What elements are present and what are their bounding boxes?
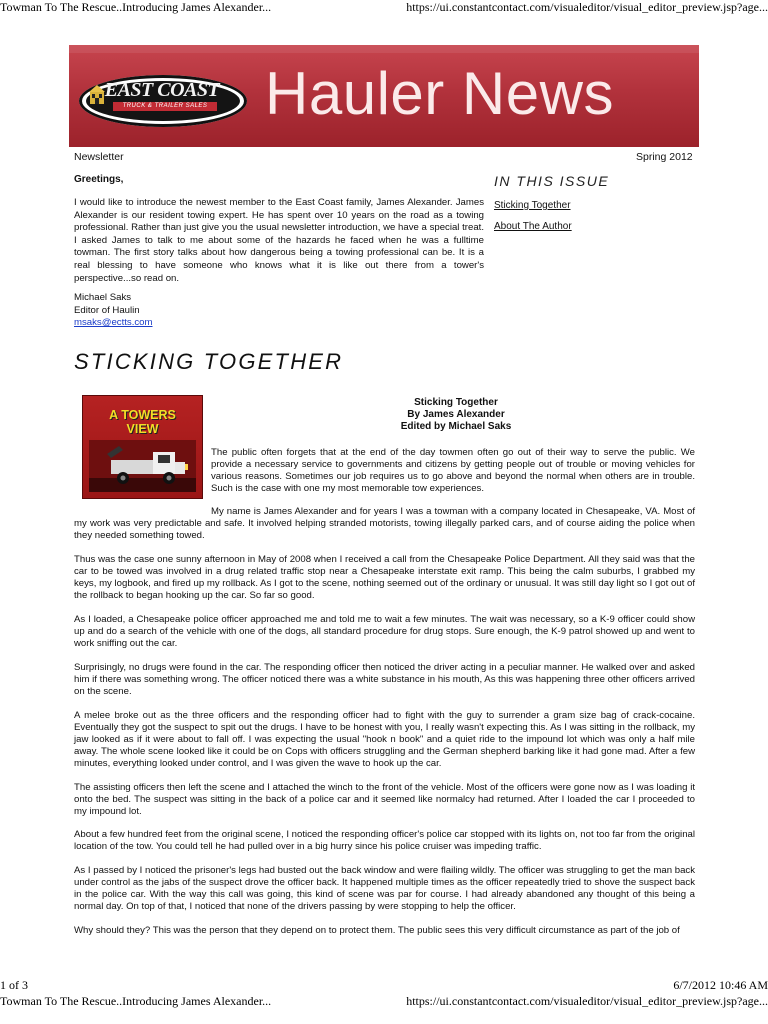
towers-view-image [82,395,203,499]
intro-paragraph: I would like to introduce the newest member to the East Coast family, James Alexander. James Alexander is our resident towing expert. He has spent over 10 years on the road as a towing professional. Rather than just give you the usual newsletter introduction, we have a special treat. I asked James to talk to me about some of the hazards he faced when he was a fulltime towman. The first story talks about how dangerous being a towing professional can be. It is a real blessing to have someone who knows what it is like out there from a tower's perspective...so read on. [74,197,484,284]
greeting: Greetings, [74,174,124,185]
east-coast-logo [79,75,247,127]
in-this-issue-heading: IN THIS ISSUE [494,173,610,189]
newsletter-banner [69,45,699,147]
towers-caption-line-2: VIEW [126,422,159,436]
article-paragraph: Thus was the case one sunny afternoon in May of 2008 when I received a call from the Chesapeake Police Department. All they said was that the car to be towed was involved in a drug related traffic stop near a Chesapeake interstate exit ramp. This being the calm suburbs, I grabbed my keys, my logbook, and fired up my rollback. As I got to the scene, nothing seemed out of the ordinary or unusual. It was still day light so I got out of the rollback to began hooking up the car. So far so good. [74,554,695,601]
article-author: By James Alexander [407,409,505,421]
tow-truck-photo [89,440,196,492]
article-paragraph: The public often forgets that at the end of the day towmen often go out of their way to serve the public. We provide a necessary service to governments and citizens by getting people out of trouble or moving vehicles for various reasons. Sometimes our job requires us to go above and beyond the normal when others are in trouble. Such is the case with one my most memorable tow experiences. [211,447,695,494]
signature-role: Editor of Haulin [74,304,140,316]
towers-view-caption [83,408,202,436]
article-paragraph: As I passed by I noticed the prisoner's legs had busted out the back window and were flailing wildly. The officer was struggling to get the man back under control as the jabs of the suspect drove the officer back. It happened multiple times as the officer repeatedly tried to shove the suspect back in the police car. With the way this call was going, this kind of scene was par for course. I had already abandoned any thought of this being a normal day. On top of that, I noticed that none of the drivers passing by were stopping to help the officer. [74,865,695,912]
print-datetime: 6/7/2012 10:46 AM [673,978,768,992]
newsletter-label: Newsletter [74,151,124,163]
logo-subtitle: TRUCK & TRAILER SALES [113,102,217,111]
issue-link-sticking-together[interactable]: Sticking Together [494,200,571,211]
tow-truck-icon [89,440,196,492]
article-title: Sticking Together [414,397,498,408]
print-header-url: https://ui.constantcontact.com/visualeditor/visual_editor_preview.jsp?age... [406,0,768,14]
signature-email-link[interactable]: msaks@ectts.com [74,317,153,328]
section-title: STICKING TOGETHER [74,349,344,374]
article-paragraph: A melee broke out as the three officers and the responding officer had to fight with the guy to surrender a gram size bag of crack-cocaine. Eventually they got the suspect to spit out the drugs. I have to be honest with you, I really wasn't expecting this. As I was sitting in the rollback, my jaw looked as if it were about to fall off. I was expecting the usual "hook n book" and a quiet ride to the impound lot which was only a half mile away. The whole scene looked like it could be on Cops with officers struggling and the German shepherd barking like it had gone mad. After a few minutes, everything looked under control, and I was given the wave to hook up the car. [74,710,695,769]
page-count: 1 of 3 [0,978,28,992]
logo-brand-text: EAST COAST [104,79,220,101]
print-footer-url: https://ui.constantcontact.com/visualeditor/visual_editor_preview.jsp?age... [406,994,768,1008]
issue-date: Spring 2012 [636,151,693,163]
issue-link-about-the-author[interactable]: About The Author [494,221,572,232]
print-footer-title: Towman To The Rescue..Introducing James Alexander... [0,994,272,1008]
article-editor: Edited by Michael Saks [400,421,512,433]
banner-title: Hauler News [265,60,614,127]
article-byline [200,397,712,434]
article-paragraph: About a few hundred feet from the original scene, I noticed the responding officer's police car stopped with its lights on, not too far from the original location of the tow. You could tell he had pulled over in a big hurry since his police cruiser was impeding traffic. [74,829,695,852]
article-paragraph: My name is James Alexander and for years I was a towman with a company located in Chesapeake, VA. Most of my work was very predictable and safe. It involved helping stranded motorists, towing illegally parked cars, and of course aiding the police when they needed something towed. [74,506,695,541]
print-header-title: Towman To The Rescue..Introducing James Alexander... [0,0,272,14]
towers-caption-line-1: A TOWERS [109,408,176,422]
article-paragraph: The assisting officers then left the scene and I attached the winch to the front of the vehicle. Most of the officers were gone now as I was loading it onto the bed. The suspect was sitting in the back of a police car and it seemed like normalcy had returned. After I loaded the car I proceeded to my impound lot. [74,782,695,817]
banner-highlight [69,45,699,53]
article-paragraph: Why should they? This was the person that they depend on to protect them. The public sees this very difficult circumstance as part of the job of [74,925,680,936]
signature-name: Michael Saks [74,292,132,303]
article-paragraph: Surprisingly, no drugs were found in the car. The responding officer then noticed the driver acting in a peculiar manner. He walked over and asked him if there was something wrong. The officer noticed there was a white substance in his mouth, As this was happening three other officers arrived on the scene. [74,662,695,697]
article-paragraph: As I loaded, a Chesapeake police officer approached me and told me to wait a few minutes. The wait was necessary, so a K-9 officer could show up and do a search of the vehicle with one of the dogs, all standard procedure for drug stops. Sure enough, the K-9 patrol showed up and went to work sniffing out the car. [74,614,695,649]
signature-block [74,292,153,330]
